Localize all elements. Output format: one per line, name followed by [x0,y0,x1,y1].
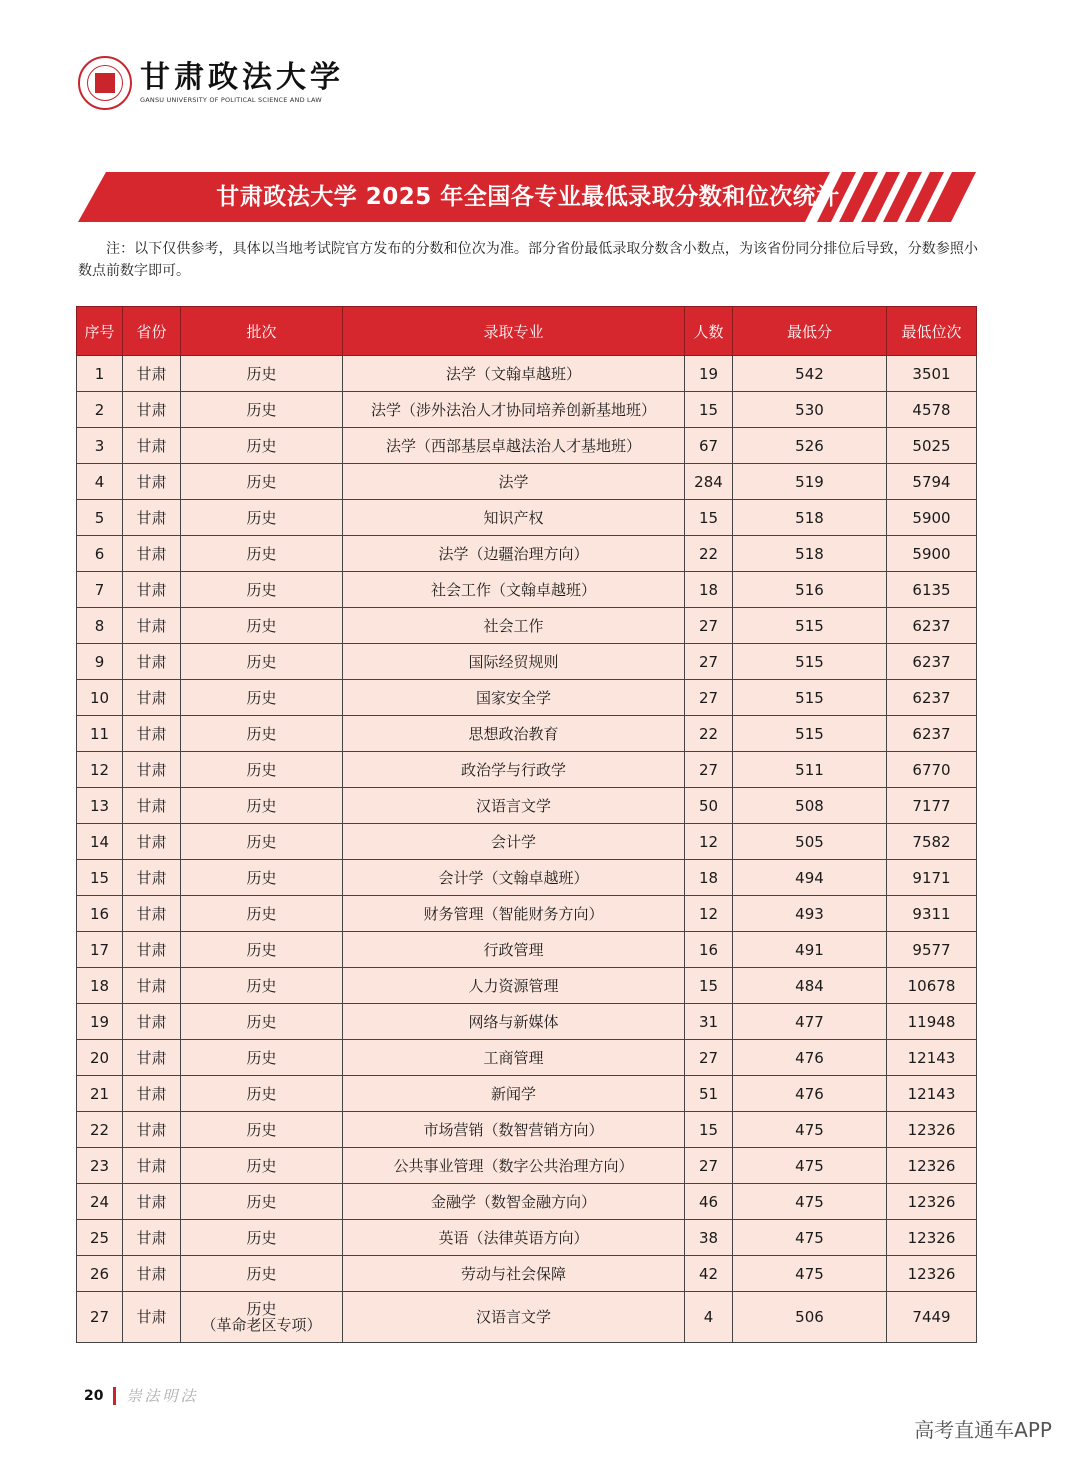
table-cell: 475 [733,1112,887,1148]
table-cell: 10 [77,680,123,716]
table-cell: 7449 [887,1292,977,1343]
table-cell: 2 [77,392,123,428]
table-cell: 3 [77,428,123,464]
table-cell: 515 [733,716,887,752]
table-cell: 27 [685,680,733,716]
table-cell: 22 [685,536,733,572]
table-row [77,824,977,860]
table-row [77,1292,977,1343]
watermark-text: 高考直通车APP [914,1418,1052,1442]
table-cell: 甘肃 [123,752,181,788]
table-row [77,932,977,968]
table-cell: 5025 [887,428,977,464]
table-cell: 16 [685,932,733,968]
footer-motto: 崇法明法 [126,1387,199,1405]
table-cell: 27 [77,1292,123,1343]
table-cell: 历史 [181,608,343,644]
table-cell: 甘肃 [123,536,181,572]
table-cell: 515 [733,608,887,644]
table-cell: 法学（文翰卓越班） [343,356,685,392]
table-cell: 4578 [887,392,977,428]
table-cell: 18 [77,968,123,1004]
table-cell: 人力资源管理 [343,968,685,1004]
table-cell: 历史 [181,572,343,608]
table-cell: 历史 [181,968,343,1004]
table-cell: 甘肃 [123,356,181,392]
table-cell: 历史 [181,1004,343,1040]
table-cell: 历史 [181,500,343,536]
table-cell: 12326 [887,1148,977,1184]
table-cell: 会计学 [343,824,685,860]
university-seal-icon [78,56,132,110]
table-cell: 甘肃 [123,500,181,536]
table-cell: 甘肃 [123,1256,181,1292]
page-footer [84,1385,199,1406]
table-cell: 515 [733,644,887,680]
table-cell: 历史 [181,896,343,932]
table-cell: 历史 [181,860,343,896]
table-cell: 思想政治教育 [343,716,685,752]
table-row [77,1004,977,1040]
table-cell: 6237 [887,680,977,716]
table-cell: 27 [685,608,733,644]
table-cell: 494 [733,860,887,896]
footer-divider [113,1387,116,1405]
table-row [77,1076,977,1112]
table-cell: 12 [685,824,733,860]
table-cell: 4 [685,1292,733,1343]
table-cell: 6 [77,536,123,572]
table-cell: 18 [685,860,733,896]
table-cell: 475 [733,1148,887,1184]
table-cell: 491 [733,932,887,968]
table-cell: 会计学（文翰卓越班） [343,860,685,896]
table-cell: 甘肃 [123,1184,181,1220]
table-row [77,968,977,1004]
table-cell: 6237 [887,644,977,680]
table-cell: 历史 [181,752,343,788]
table-header-cell: 录取专业 [343,307,685,356]
table-header-cell: 序号 [77,307,123,356]
table-cell: 网络与新媒体 [343,1004,685,1040]
table-cell: 财务管理（智能财务方向） [343,896,685,932]
table-cell: 9577 [887,932,977,968]
table-row [77,356,977,392]
table-cell: 484 [733,968,887,1004]
table-cell: 526 [733,428,887,464]
table-cell: 511 [733,752,887,788]
table-cell: 515 [733,680,887,716]
table-row [77,572,977,608]
table-cell: 506 [733,1292,887,1343]
table-cell: 7177 [887,788,977,824]
table-cell: 历史 [181,428,343,464]
table-cell: 历史 [181,1076,343,1112]
table-cell: 5794 [887,464,977,500]
table-row [77,716,977,752]
table-cell: 50 [685,788,733,824]
table-cell: 历史 [181,1256,343,1292]
table-cell: 劳动与社会保障 [343,1256,685,1292]
table-header-cell: 最低分 [733,307,887,356]
table-cell: 23 [77,1148,123,1184]
batch-line: 历史 [246,1300,277,1318]
table-cell: 历史 [181,824,343,860]
page-number: 20 [84,1387,104,1404]
table-row [77,644,977,680]
table-cell: 甘肃 [123,464,181,500]
table-row [77,500,977,536]
table-cell: 13 [77,788,123,824]
table-cell: 12 [685,896,733,932]
table-cell: 12326 [887,1112,977,1148]
table-cell: 19 [685,356,733,392]
table-cell: 新闻学 [343,1076,685,1112]
table-row [77,1148,977,1184]
table-cell: 甘肃 [123,716,181,752]
table-cell: 5 [77,500,123,536]
table-cell: 22 [685,716,733,752]
table-cell: 甘肃 [123,1112,181,1148]
table-cell: 476 [733,1040,887,1076]
table-cell: 法学 [343,464,685,500]
table-cell: 金融学（数智金融方向） [343,1184,685,1220]
table-cell: 27 [685,1148,733,1184]
table-cell: 历史 [181,464,343,500]
table-cell: 475 [733,1220,887,1256]
table-cell: 甘肃 [123,896,181,932]
table-cell: 历史 [181,1112,343,1148]
batch-line: （革命老区专项） [201,1316,322,1334]
table-cell: 行政管理 [343,932,685,968]
table-cell: 493 [733,896,887,932]
table-cell: 18 [685,572,733,608]
table-cell: 7 [77,572,123,608]
table-cell: 甘肃 [123,680,181,716]
table-cell: 1 [77,356,123,392]
table-cell: 甘肃 [123,1148,181,1184]
table-cell: 甘肃 [123,392,181,428]
admission-score-table [76,306,977,1343]
table-cell: 19 [77,1004,123,1040]
table-cell: 历史 [181,356,343,392]
table-cell: 42 [685,1256,733,1292]
table-cell: 284 [685,464,733,500]
table-cell: 9311 [887,896,977,932]
table-cell: 25 [77,1220,123,1256]
table-row [77,428,977,464]
table-cell: 历史 [181,392,343,428]
table-cell: 516 [733,572,887,608]
table-cell: 甘肃 [123,968,181,1004]
table-cell: 519 [733,464,887,500]
table-row [77,896,977,932]
table-cell: 甘肃 [123,824,181,860]
table-row [77,860,977,896]
table-cell: 英语（法律英语方向） [343,1220,685,1256]
table-cell: 4 [77,464,123,500]
table-row [77,752,977,788]
table-cell: 甘肃 [123,428,181,464]
table-cell: 历史 [181,1184,343,1220]
table-header-cell: 最低位次 [887,307,977,356]
table-cell: 8 [77,608,123,644]
table-cell: 历史 [181,1220,343,1256]
page-title: 甘肃政法大学 2025 年全国各专业最低录取分数和位次统计 [216,184,840,210]
table-cell: 12326 [887,1256,977,1292]
table-cell: 15 [685,392,733,428]
table-header-cell: 人数 [685,307,733,356]
table-cell: 甘肃 [123,644,181,680]
table-cell: 14 [77,824,123,860]
table-cell: 12326 [887,1184,977,1220]
table-cell: 518 [733,536,887,572]
table-cell: 甘肃 [123,860,181,896]
table-cell: 46 [685,1184,733,1220]
logo-english-name: GANSU UNIVERSITY OF POLITICAL SCIENCE AND LAW [140,96,322,104]
table-cell: 甘肃 [123,1040,181,1076]
table-row [77,680,977,716]
table-cell: 社会工作 [343,608,685,644]
table-cell: 甘肃 [123,788,181,824]
table-cell: 甘肃 [123,1292,181,1343]
table-cell: 12 [77,752,123,788]
table-cell: 6237 [887,716,977,752]
table-cell: 法学（西部基层卓越法治人才基地班） [343,428,685,464]
table-row [77,1112,977,1148]
table-cell: 11948 [887,1004,977,1040]
table-cell: 历史 [181,1148,343,1184]
table-cell: 7582 [887,824,977,860]
table-cell: 11 [77,716,123,752]
title-banner [78,172,978,222]
table-row [77,1256,977,1292]
table-cell: 甘肃 [123,1004,181,1040]
table-cell: 6237 [887,608,977,644]
table-header-cell: 批次 [181,307,343,356]
table-cell: 20 [77,1040,123,1076]
table-cell: 26 [77,1256,123,1292]
table-cell: 甘肃 [123,572,181,608]
table-cell: 社会工作（文翰卓越班） [343,572,685,608]
table-cell: 10678 [887,968,977,1004]
table-cell: 12143 [887,1040,977,1076]
table-cell: 12326 [887,1220,977,1256]
table-cell: 公共事业管理（数字公共治理方向） [343,1148,685,1184]
table-cell: 历史 [181,788,343,824]
table-cell: 27 [685,644,733,680]
table-cell: 甘肃 [123,1220,181,1256]
table-cell: 542 [733,356,887,392]
table-cell: 67 [685,428,733,464]
table-cell: 15 [685,1112,733,1148]
table-cell: 历史 [181,680,343,716]
table-cell: 21 [77,1076,123,1112]
table-cell: 508 [733,788,887,824]
table-cell: 5900 [887,500,977,536]
table-row [77,1184,977,1220]
table-cell: 政治学与行政学 [343,752,685,788]
table-cell: 5900 [887,536,977,572]
table-cell: 3501 [887,356,977,392]
table-cell: 518 [733,500,887,536]
table-row [77,1220,977,1256]
university-logo [78,56,344,110]
table-cell: 27 [685,1040,733,1076]
table-row [77,788,977,824]
table-cell: 历史 [181,644,343,680]
table-cell: 6135 [887,572,977,608]
table-cell: 法学（边疆治理方向） [343,536,685,572]
table-row [77,536,977,572]
table-row [77,392,977,428]
table-cell: 16 [77,896,123,932]
table-cell: 汉语言文学 [343,1292,685,1343]
table-cell: 15 [685,968,733,1004]
logo-chinese-name: 甘肃政法大学 [140,60,344,95]
table-cell: 市场营销（数智营销方向） [343,1112,685,1148]
table-row [77,608,977,644]
table-cell: 31 [685,1004,733,1040]
table-cell: 38 [685,1220,733,1256]
table-cell: 24 [77,1184,123,1220]
table-cell [181,1292,343,1343]
table-cell: 工商管理 [343,1040,685,1076]
table-cell: 甘肃 [123,932,181,968]
table-cell: 国家安全学 [343,680,685,716]
table-cell: 甘肃 [123,608,181,644]
table-header-row [77,307,977,356]
table-cell: 475 [733,1184,887,1220]
table-cell: 530 [733,392,887,428]
table-cell: 汉语言文学 [343,788,685,824]
table-cell: 477 [733,1004,887,1040]
table-cell: 15 [77,860,123,896]
table-cell: 17 [77,932,123,968]
table-cell: 22 [77,1112,123,1148]
table-row [77,1040,977,1076]
table-cell: 国际经贸规则 [343,644,685,680]
table-cell: 27 [685,752,733,788]
table-cell: 知识产权 [343,500,685,536]
table-cell: 6770 [887,752,977,788]
table-cell: 9 [77,644,123,680]
table-cell: 历史 [181,932,343,968]
table-cell: 15 [685,500,733,536]
table-cell: 甘肃 [123,1076,181,1112]
note-text: 注：以下仅供参考，具体以当地考试院官方发布的分数和位次为准。部分省份最低录取分数含小数点，为该省份同分排位后导致，分数参照小数点前数字即可。 [78,241,978,279]
table-cell: 历史 [181,716,343,752]
table-cell: 历史 [181,536,343,572]
table-row [77,464,977,500]
table-header-cell: 省份 [123,307,181,356]
table-cell: 476 [733,1076,887,1112]
table-cell: 法学（涉外法治人才协同培养创新基地班） [343,392,685,428]
table-cell: 12143 [887,1076,977,1112]
table-cell: 475 [733,1256,887,1292]
table-cell: 505 [733,824,887,860]
table-cell: 9171 [887,860,977,896]
table-cell: 51 [685,1076,733,1112]
table-cell: 历史 [181,1040,343,1076]
